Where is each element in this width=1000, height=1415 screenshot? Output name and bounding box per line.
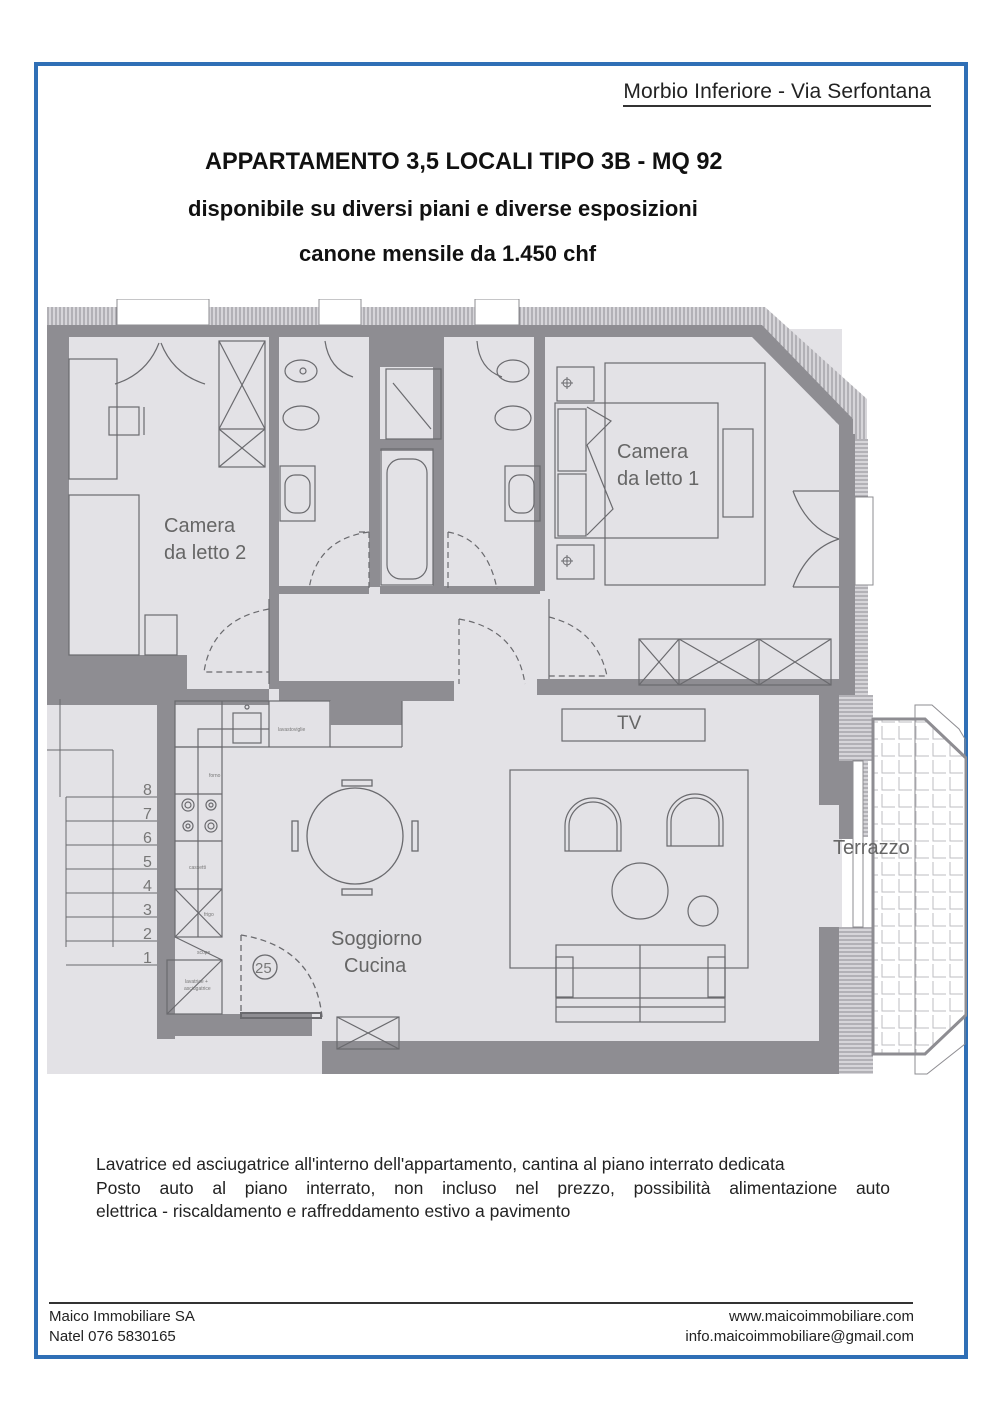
footer-contact-left xyxy=(49,1307,195,1347)
oven-label: forno xyxy=(209,773,221,779)
laundry-label-line2: asciugatrice xyxy=(184,986,211,992)
step-4: 4 xyxy=(143,878,152,895)
step-5: 5 xyxy=(143,854,152,871)
fridge-label: frigo xyxy=(204,912,214,918)
step-6: 6 xyxy=(143,830,152,847)
bedroom-1-label-line1: Camera xyxy=(617,441,689,463)
website-link[interactable]: www.maicoimmobiliare.com xyxy=(728,1308,914,1325)
apartment-notes xyxy=(96,1153,890,1224)
phone-number: Natel 076 5830165 xyxy=(49,1328,176,1345)
step-8: 8 xyxy=(143,782,152,799)
step-3: 3 xyxy=(143,902,152,919)
company-name: Maico Immobiliare SA xyxy=(49,1308,195,1325)
floor-plan xyxy=(47,299,967,1089)
location-heading: Morbio Inferiore - Via Serfontana xyxy=(623,80,931,107)
living-label-line2: Cucina xyxy=(344,955,407,977)
step-2: 2 xyxy=(143,926,152,943)
page-title xyxy=(47,148,954,176)
notes-line-2: Posto auto al piano interrato, non incluso nel prezzo, possibilità alimentazione auto xyxy=(96,1177,890,1198)
bedroom-2-label-line2: da letto 2 xyxy=(164,542,247,564)
terrace-label: Terrazzo xyxy=(833,837,910,859)
tv-label: TV xyxy=(617,713,642,734)
title-text: APPARTAMENTO 3,5 LOCALI TIPO 3B - MQ 92 xyxy=(205,148,723,175)
bedroom-1-label-line2: da letto 1 xyxy=(617,468,700,490)
page-frame xyxy=(34,62,968,1359)
dishwasher-label: lavastoviglie xyxy=(278,727,306,733)
email-link[interactable]: info.maicoimmobiliare@gmail.com xyxy=(685,1328,914,1345)
step-7: 7 xyxy=(143,806,152,823)
living-label-line1: Soggiorno xyxy=(331,928,423,950)
price-line: canone mensile da 1.450 chf xyxy=(299,241,597,266)
laundry-label-line1: lavatrice + xyxy=(185,979,208,985)
availability-subtitle: disponibile su diversi piani e diverse esposizioni xyxy=(188,196,698,221)
unit-number: 25 xyxy=(255,960,272,977)
notes-line-3: elettrica - riscaldamento e raffreddamento estivo a pavimento xyxy=(96,1201,571,1221)
footer-divider xyxy=(49,1302,913,1304)
counter-label: cassetti xyxy=(189,865,206,871)
broom-label: scope xyxy=(197,950,211,956)
footer-contact-right xyxy=(685,1307,914,1347)
notes-line-1: Lavatrice ed asciugatrice all'interno dell'appartamento, cantina al piano interrato dedicata xyxy=(96,1154,785,1174)
bedroom-2-label-line1: Camera xyxy=(164,515,236,537)
step-1: 1 xyxy=(143,950,152,967)
